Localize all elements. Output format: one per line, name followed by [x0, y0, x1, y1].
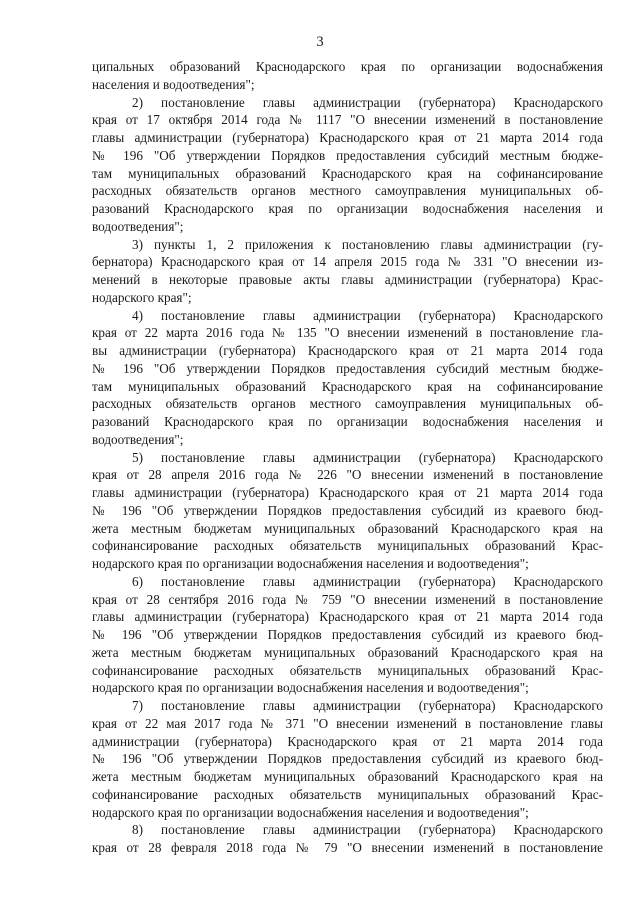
text-line: расходных обязательств органов местного самоуправления муниципальных об- — [92, 183, 603, 199]
paragraph — [92, 573, 603, 697]
text-line: разований Краснодарского края по организации водоснабжения населения и — [92, 201, 603, 216]
text-line: края от 17 октября 2014 года № 1117 "О внесении изменений в постановление — [92, 112, 603, 128]
text-line: края от 28 февраля 2018 года № 79 "О внесении изменений в постановление — [92, 840, 603, 855]
text-line: бернатора) Краснодарского края от 14 апреля 2015 года № 331 "О внесении из- — [92, 254, 603, 270]
text-line: края от 28 апреля 2016 года № 226 "О внесении изменений в постановление — [92, 467, 603, 483]
paragraph — [92, 821, 603, 857]
text-line: софинансирование расходных обязательств муниципальных образований Крас- — [92, 786, 603, 802]
text-line: 3) пункты 1, 2 приложения к постановлению главы администрации (гу- — [132, 236, 603, 252]
text-line: софинансирование расходных обязательств муниципальных образований Крас- — [92, 538, 603, 554]
text-line: главы администрации (губернатора) Краснодарского края от 21 марта 2014 года — [92, 485, 603, 500]
paragraph — [92, 94, 603, 236]
paragraph — [92, 58, 603, 94]
text-line: разований Краснодарского края по организации водоснабжения населения и — [92, 414, 603, 429]
text-line: 4) постановление главы администрации (губернатора) Краснодарского — [132, 307, 603, 323]
text-line: жета местным бюджетам муниципальных образований Краснодарского края на — [92, 520, 603, 536]
document-body — [92, 58, 603, 857]
paragraph — [92, 449, 603, 573]
text-line: жета местным бюджетам муниципальных образований Краснодарского края на — [92, 644, 603, 660]
text-line: вы администрации (губернатора) Краснодарского края от 21 марта 2014 года — [92, 343, 603, 358]
text-line: главы администрации (губернатора) Краснодарского края от 21 марта 2014 года — [92, 130, 603, 145]
text-line: там муниципальных образований Краснодарского края на софинансирование — [92, 378, 603, 394]
page-number: 3 — [316, 34, 324, 50]
text-line: менений в некоторые правовые акты главы администрации (губернатора) Крас- — [92, 272, 603, 287]
text-line: водоотведения"; — [92, 431, 184, 447]
paragraph — [92, 236, 603, 307]
text-line: там муниципальных образований Краснодарского края на софинансирование — [92, 165, 603, 181]
text-line: главы администрации (губернатора) Краснодарского края от 21 марта 2014 года — [92, 609, 603, 625]
text-line: нодарского края по организации водоснабжения населения и водоотведения"; — [92, 804, 529, 820]
paragraph — [92, 697, 603, 821]
text-line: ципальных образований Краснодарского края по организации водоснабжения — [92, 59, 603, 74]
text-line: нодарского края по организации водоснабжения населения и водоотведения"; — [92, 680, 529, 696]
text-line: № 196 "Об утверждении Порядков предоставления субсидий из краевого бюд- — [92, 627, 603, 642]
text-line: № 196 "Об утверждении Порядков предоставления субсидий местным бюдже- — [92, 147, 603, 163]
text-line: 5) постановление главы администрации (губернатора) Краснодарского — [132, 449, 603, 465]
text-line: софинансирование расходных обязательств муниципальных образований Крас- — [92, 662, 603, 678]
text-line: № 196 "Об утверждении Порядков предоставления субсидий из краевого бюд- — [92, 502, 603, 518]
text-line: администрации (губернатора) Краснодарского края от 21 марта 2014 года — [92, 733, 603, 749]
text-line: нодарского края по организации водоснабжения населения и водоотведения"; — [92, 556, 529, 571]
text-line: расходных обязательств органов местного самоуправления муниципальных об- — [92, 396, 603, 412]
text-line: № 196 "Об утверждении Порядков предоставления субсидий из краевого бюд- — [92, 751, 603, 767]
text-line: водоотведения"; — [92, 218, 184, 234]
text-line: № 196 "Об утверждении Порядков предоставления субсидий местным бюдже- — [92, 360, 603, 376]
text-line: 7) постановление главы администрации (губернатора) Краснодарского — [132, 698, 603, 713]
text-line: края от 22 марта 2016 года № 135 "О внесении изменений в постановление гла- — [92, 325, 603, 341]
paragraph — [92, 307, 603, 449]
text-line: 6) постановление главы администрации (губернатора) Краснодарского — [132, 573, 603, 589]
text-line: края от 22 мая 2017 года № 371 "О внесении изменений в постановление главы — [92, 715, 603, 731]
text-line: нодарского края"; — [92, 289, 192, 305]
text-line: края от 28 сентября 2016 года № 759 "О внесении изменений в постановление — [92, 591, 603, 607]
text-line: 2) постановление главы администрации (губернатора) Краснодарского — [132, 94, 603, 110]
text-line: жета местным бюджетам муниципальных образований Краснодарского края на — [92, 769, 603, 784]
text-line: 8) постановление главы администрации (губернатора) Краснодарского — [132, 822, 603, 838]
text-line: населения и водоотведения"; — [92, 76, 255, 92]
